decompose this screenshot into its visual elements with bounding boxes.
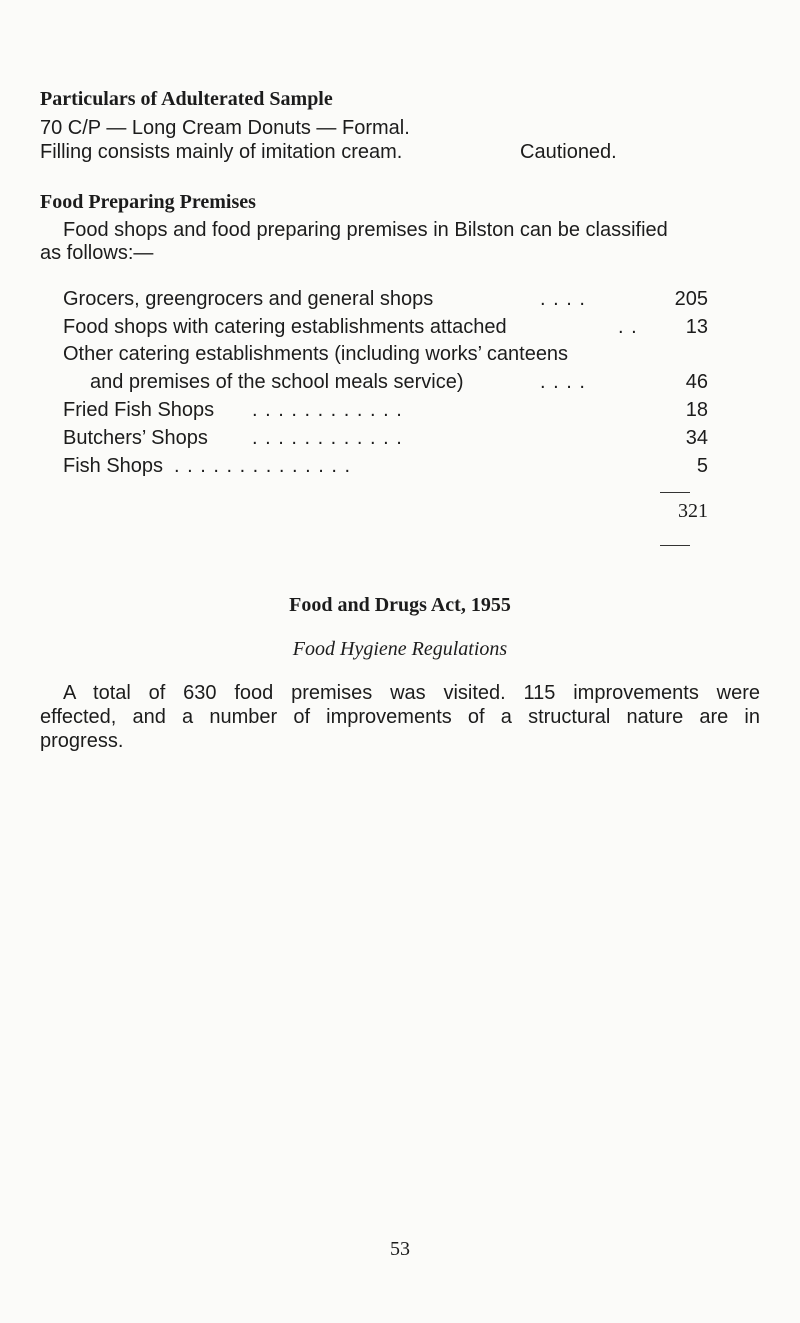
row-label: Grocers, greengrocers and general shops	[63, 288, 434, 310]
premises-intro-line-1: Food shops and food preparing premises in Bilston can be classified	[63, 219, 668, 241]
table-row	[0, 371, 800, 397]
leader-dots: . . . . . . . . . . . .	[252, 427, 403, 449]
row-label: Fried Fish Shops	[63, 399, 215, 421]
table-row	[0, 288, 800, 314]
table-row	[0, 427, 800, 453]
row-value: 13	[685, 316, 708, 338]
table-row	[0, 316, 800, 342]
paragraph-line-2: effected, and a number of improvements of a structural nature are in	[40, 706, 760, 728]
premises-intro-line-2: as follows:—	[40, 242, 154, 264]
food-preparing-premises-heading: Food Preparing Premises	[40, 191, 256, 213]
row-value: 18	[685, 399, 708, 421]
sample-detail: Filling consists mainly of imitation cream.	[40, 141, 403, 163]
adulterated-sample-heading: Particulars of Adulterated Sample	[40, 88, 333, 110]
table-row	[0, 399, 800, 425]
row-label: and premises of the school meals service)	[90, 371, 464, 393]
table-row	[0, 343, 800, 369]
act-heading: Food and Drugs Act, 1955	[289, 594, 511, 616]
sample-outcome: Cautioned.	[520, 141, 617, 163]
row-value: 34	[685, 427, 708, 449]
paragraph-line-3: progress.	[40, 730, 124, 752]
regulations-subheading: Food Hygiene Regulations	[292, 638, 508, 660]
total-rule-bottom	[660, 545, 690, 546]
row-label: Food shops with catering establishments attached	[63, 316, 507, 338]
paragraph-line-1: A total of 630 food premises was visited. 115 improvements were	[63, 682, 760, 704]
total-row	[0, 500, 800, 526]
leader-dots: . . . . . . . . . . . . . .	[174, 455, 352, 477]
sample-description: 70 C/P — Long Cream Donuts — Formal.	[40, 117, 410, 139]
total-value: 321	[678, 500, 708, 522]
row-value: 5	[696, 455, 708, 477]
table-row	[0, 455, 800, 481]
leader-dots: . . . .	[540, 371, 586, 393]
row-label: Fish Shops	[63, 455, 164, 477]
row-label: Butchers’ Shops	[63, 427, 208, 449]
leader-dots: . . . .	[540, 288, 586, 310]
row-value: 205	[674, 288, 708, 310]
leader-dots: . . . . . . . . . . . .	[252, 399, 403, 421]
page-number: 53	[390, 1238, 410, 1260]
row-label: Other catering establishments (including works’ canteens	[63, 343, 569, 365]
leader-dots: . .	[618, 316, 638, 338]
total-rule-top	[660, 492, 690, 493]
row-value: 46	[685, 371, 708, 393]
